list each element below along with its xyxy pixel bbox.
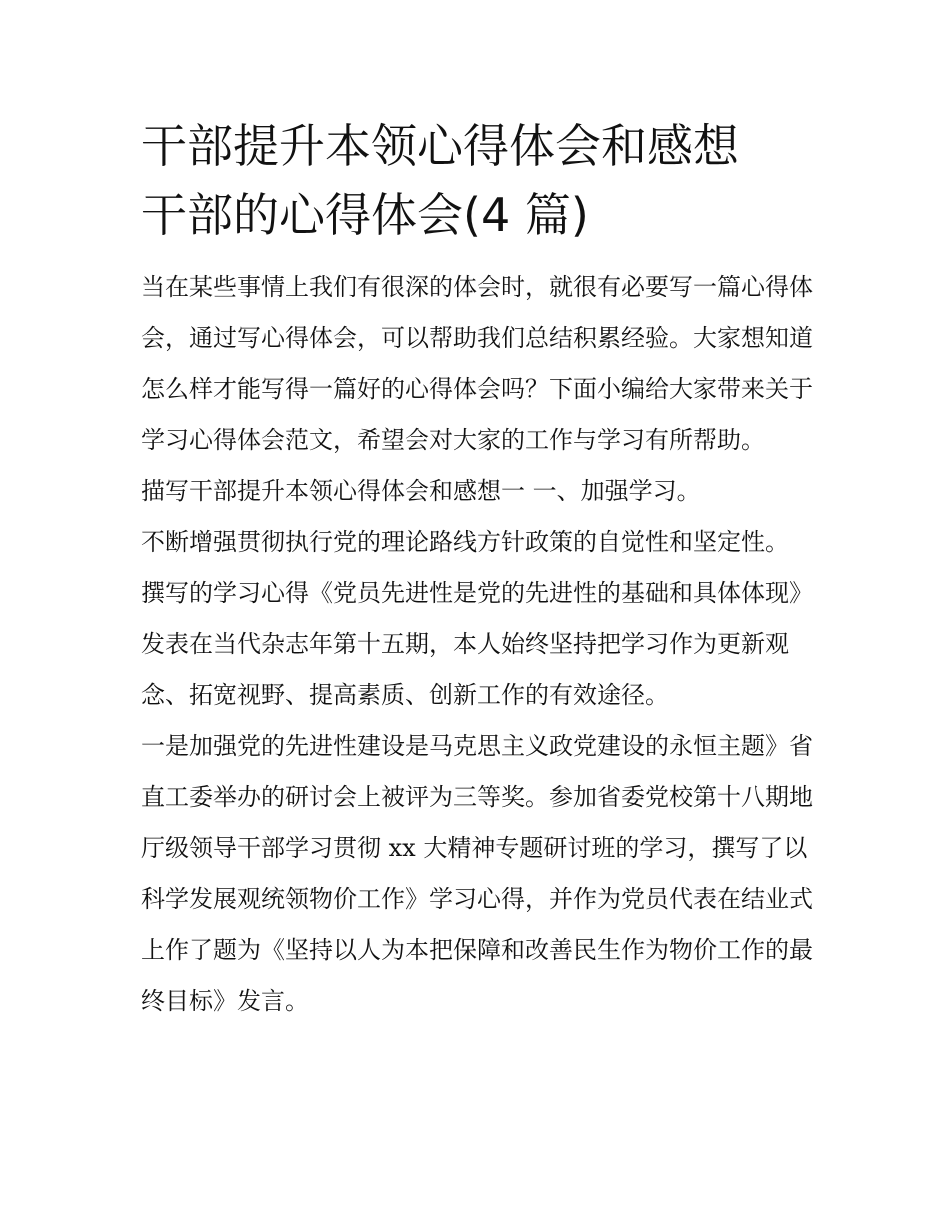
title-line-2: 干部的心得体会(4 篇) [141, 188, 589, 242]
section-heading-paragraph: 描写干部提升本领心得体会和感想一 一、加强学习。 [141, 477, 701, 505]
document-title [141, 112, 817, 250]
body-paragraph: 一是加强党的先进性建设是马克思主义政党建设的永恒主题》省直工委举办的研讨会上被评为三等奖。参加省委党校第十八期地厅级领导干部学习贯彻 xx 大精神专题研讨班的学习，撰写了以科学发展观统领物价工作》学习心得，并作为党员代表在结业式上作了题为《坚持以人为本把保障和改善民生作为物价工作的最终目标》发言。 [141, 732, 813, 1015]
intro-paragraph: 当在某些事情上我们有很深的体会时，就很有必要写一篇心得体会，通过写心得体会，可以帮助我们总结积累经验。大家想知道怎么样才能写得一篇好的心得体会吗？下面小编给大家带来关于学习心得体会范文，希望会对大家的工作与学习有所帮助。 [141, 273, 813, 454]
document-page [141, 112, 817, 1027]
body-paragraph: 不断增强贯彻执行党的理论路线方针政策的自觉性和坚定性。 [141, 528, 789, 556]
title-line-1: 干部提升本领心得体会和感想 [141, 119, 739, 173]
body-paragraph: 撰写的学习心得《党员先进性是党的先进性的基础和具体体现》发表在当代杂志年第十五期，本人始终坚持把学习作为更新观念、拓宽视野、提高素质、创新工作的有效途径。 [141, 579, 813, 709]
